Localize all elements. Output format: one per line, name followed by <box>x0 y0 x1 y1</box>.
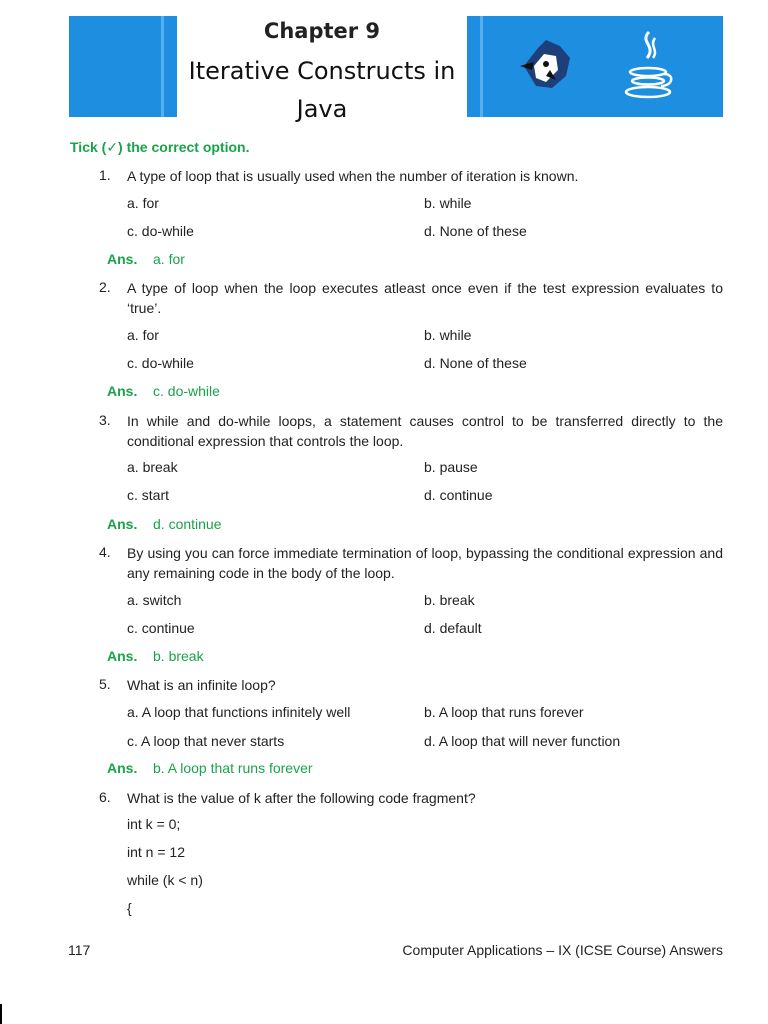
option-d: d. None of these <box>424 355 527 371</box>
java-cup-icon <box>619 28 677 106</box>
option-a: a. for <box>127 327 159 343</box>
option-d: d. None of these <box>424 223 527 239</box>
option-c: c. do-while <box>127 355 194 371</box>
answer-text: c. do-while <box>153 383 220 399</box>
code-line: int k = 0; <box>127 816 181 832</box>
edge-mark <box>0 1004 2 1024</box>
answer-text: a. for <box>153 251 185 267</box>
page-number: 117 <box>68 942 91 958</box>
option-b: b. while <box>424 195 472 211</box>
question-number: 3. <box>99 412 111 428</box>
question-text: In while and do-while loops, a statement causes control to be transferred directly to the conditional expression that controls the loop. <box>127 413 723 449</box>
code-line: int n = 12 <box>127 844 185 860</box>
chapter-title-line-1: Iterative Constructs in <box>188 57 456 85</box>
question-number: 1. <box>99 167 111 183</box>
question-text: A type of loop that is usually used when the number of iteration is known. <box>127 168 579 184</box>
question-text: What is the value of k after the following code fragment? <box>127 790 476 806</box>
option-c: c. start <box>127 487 170 503</box>
answer-text: b. A loop that runs forever <box>153 760 313 776</box>
option-b: b. while <box>424 327 472 343</box>
chapter-header <box>69 16 723 123</box>
answer-label: Ans. <box>107 383 138 399</box>
answer-label: Ans. <box>107 251 138 267</box>
answer-label: Ans. <box>107 760 138 776</box>
header-bar-right <box>467 16 723 117</box>
answer-label: Ans. <box>107 516 138 532</box>
option-d: d. default <box>424 620 482 636</box>
footer-book-title: Computer Applications – IX (ICSE Course) Answers <box>402 942 723 958</box>
question-number: 6. <box>99 789 111 805</box>
option-d: d. A loop that will never function <box>424 733 621 749</box>
code-line: { <box>127 900 132 916</box>
option-c: c. A loop that never starts <box>127 733 285 749</box>
instruction-text: Tick (✓) the correct option. <box>70 139 250 155</box>
option-b: b. pause <box>424 459 478 475</box>
question-number: 5. <box>99 676 111 692</box>
answer-text: b. break <box>153 648 204 664</box>
answer-text: d. continue <box>153 516 222 532</box>
option-c: c. do-while <box>127 223 194 239</box>
option-b: b. A loop that runs forever <box>424 704 584 720</box>
chapter-number: Chapter 9 <box>263 19 381 43</box>
bluej-bird-icon <box>516 36 576 96</box>
question-text: What is an infinite loop? <box>127 677 276 693</box>
option-b: b. break <box>424 592 475 608</box>
option-c: c. continue <box>127 620 195 636</box>
header-bar-left <box>69 16 177 117</box>
question-text: A type of loop when the loop executes atleast once even if the test expression evaluates to ‘true’. <box>127 280 723 316</box>
chapter-title-line-2: Java <box>296 95 348 123</box>
option-a: a. switch <box>127 592 182 608</box>
option-a: a. A loop that functions infinitely well <box>127 704 351 720</box>
chapter-title <box>177 52 467 128</box>
code-line: while (k < n) <box>127 872 203 888</box>
answer-label: Ans. <box>107 648 138 664</box>
option-a: a. break <box>127 459 178 475</box>
question-number: 4. <box>99 544 111 560</box>
question-text: By using you can force immediate termination of loop, bypassing the conditional expression and any remaining code in the body of the loop. <box>127 545 723 581</box>
option-a: a. for <box>127 195 159 211</box>
question-number: 2. <box>99 279 111 295</box>
option-d: d. continue <box>424 487 493 503</box>
